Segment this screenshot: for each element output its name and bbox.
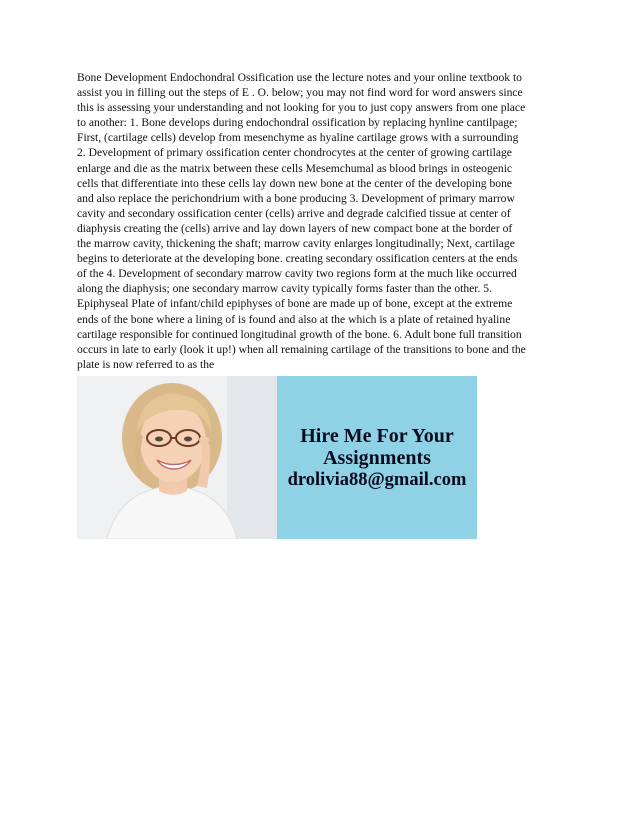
text-line: begins to deteriorate at the developing bone. creating secondary ossification centers at the ends	[77, 252, 518, 266]
text-line: this is assessing your understanding and not looking for you to just copy answers from one place	[77, 101, 526, 115]
text-line: along the diaphysis; one secondary marrow cavity typically forms faster than the other. 5.	[77, 282, 493, 296]
advertisement-banner	[77, 376, 477, 539]
document-body-text	[77, 70, 567, 372]
woman-photo	[77, 376, 277, 539]
text-line: diaphysis creating the (cells) arrive and lay down layers of new compact bone at the border of	[77, 221, 513, 235]
text-line: cells that differentiate into these cells lay down new bone at the center of the developing bone	[77, 176, 513, 190]
text-line: Bone Development Endochondral Ossification use the lecture notes and your online textbook to	[77, 71, 522, 84]
text-line: plate is now referred to as the	[77, 357, 215, 371]
text-line: to another: 1. Bone develops during endochondral ossification by replacing hynline cantilpage;	[77, 116, 518, 130]
text-line: of the 4. Development of secondary marrow cavity two regions form at the much like occurred	[77, 267, 517, 281]
woman-illustration	[77, 376, 277, 539]
text-line: occurs in late to early (look it up!) when all remaining cartilage of the transitions to bone and the	[77, 342, 526, 356]
text-line: enlarge and die as the matrix between these cells Mesemchumal as blood brings in osteogenic	[77, 161, 513, 175]
text-line: cartilage responsible for continued longitudinal growth of the bone. 6. Adult bone full transition	[77, 327, 522, 341]
text-line: cavity and secondary ossification center (cells) arrive and degrade calcified tissue at center of	[77, 206, 511, 220]
ad-subheadline: Assignments	[323, 446, 431, 469]
text-line: 2. Development of primary ossification center chondrocytes at the center of growing cartilage	[77, 146, 512, 160]
text-line: the marrow cavity, thickening the shaft; marrow cavity enlarges longitudinally; Next, cartilage	[77, 237, 515, 251]
ad-email: drolivia88@gmail.com	[287, 469, 467, 490]
text-line: First, (cartilage cells) develop from mesenchyme as hyaline cartilage grows with a surrounding	[77, 131, 519, 145]
text-line: assist you in filling out the steps of E . O. below; you may not find word for word answers since	[77, 86, 523, 100]
text-line: ends of the bone where a lining of is found and also at the which is a plate of retained hyaline	[77, 312, 511, 326]
text-line: Epiphyseal Plate of infant/child epiphyses of bone are made up of bone, except at the extreme	[77, 297, 513, 311]
text-line: and also replace the perichondrium with a bone producing 3. Development of primary marrow	[77, 191, 515, 205]
ad-headline: Hire Me For Your	[300, 424, 454, 447]
advertisement-text-panel	[277, 376, 477, 539]
